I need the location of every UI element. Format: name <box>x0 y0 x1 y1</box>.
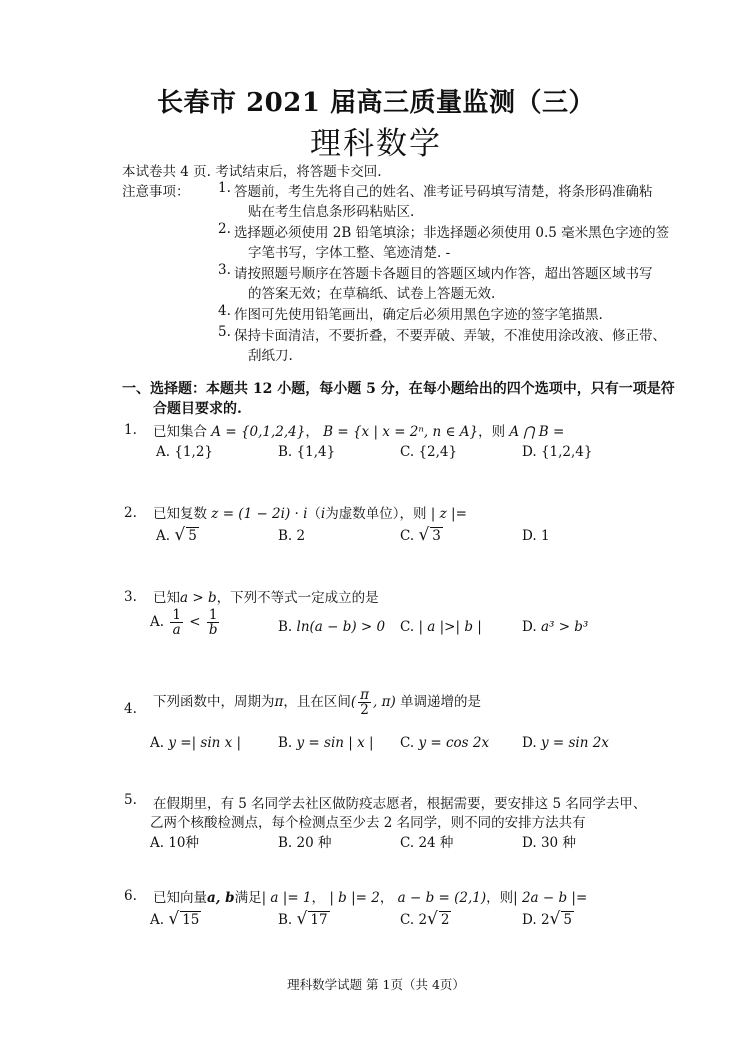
q4-option-a: A. y =| sin x | <box>150 735 242 751</box>
q2-number: 2. <box>124 505 137 521</box>
q1-number: 1. <box>124 422 137 438</box>
q4-option-b: B. y = sin | x | <box>278 735 374 751</box>
note-5-num: 5. <box>218 324 231 340</box>
q3-stem: 已知a > b，下列不等式一定成立的是 <box>153 590 379 606</box>
q6-option-b: B. √ 17 <box>278 909 328 929</box>
section-heading-line2: 合题目要求的. <box>153 401 242 417</box>
q5-line1: 在假期里，有 5 名同学去社区做防疫志愿者，根据需要，要安排这 5 名同学去甲、 <box>153 796 647 812</box>
exam-title: 长春市 2021 届高三质量监测（三） <box>157 88 595 118</box>
intro-text: 本试卷共 4 页. 考试结束后，将答题卡交回. <box>122 164 382 180</box>
q1-set-a: A = {0,1,2,4} <box>211 424 306 440</box>
note-2-line2: 字笔书写，字体工整、笔迹清楚. - <box>248 245 451 261</box>
note-4-num: 4. <box>218 303 231 319</box>
q6-option-c: C. 2√ 2 <box>400 909 450 929</box>
q4-number: 4. <box>124 701 137 717</box>
q1-option-d: D. {1,2,4} <box>522 444 593 460</box>
note-1-line1: 答题前，考生先将自己的姓名、准考证号码填写清楚，将条形码准确粘 <box>234 184 653 200</box>
q1-option-c: C. {2,4} <box>400 444 458 460</box>
q5-line2: 乙两个核酸检测点，每个检测点至少去 2 名同学，则不同的安排方法共有 <box>150 815 586 831</box>
q4-option-c: C. y = cos 2x <box>400 735 490 751</box>
q3-option-c: C. | a |>| b | <box>400 619 482 635</box>
q5-option-d: D. 30 种 <box>522 835 576 851</box>
note-3-num: 3. <box>218 262 231 278</box>
q3-condition: a > b <box>180 590 217 606</box>
note-2-line1: 选择题必须使用 2B 铅笔填涂；非选择题必须使用 0.5 毫米黑色字迹的签 <box>234 225 670 241</box>
q3-option-a: A. $\frac{1}{a}$ < $\frac{1}{b}$ <box>150 607 218 639</box>
note-3-line2: 的答案无效；在草稿纸、试卷上答题无效. <box>248 286 496 302</box>
q3-option-d: D. a³ > b³ <box>522 619 589 635</box>
q3-number: 3. <box>124 589 137 605</box>
note-1-line2: 贴在考生信息条形码粘贴区. <box>248 204 415 220</box>
q6-stem: 已知向量a, b满足| a |= 1， | b |= 2， a − b = (2,1)，则| 2a − b |= <box>153 890 588 906</box>
q2-expr: z = (1 − 2i) · i <box>211 506 308 522</box>
q1-option-a: A. {1,2} <box>156 444 213 460</box>
q1-stem: 已知集合 A = {0,1,2,4}， B = {x | x = 2ⁿ, n ∈ A}，则 A ⋂ B = <box>153 424 565 440</box>
q5-option-c: C. 24 种 <box>400 835 454 851</box>
q5-option-b: B. 20 种 <box>278 835 332 851</box>
q2-stem: 已知复数 z = (1 − 2i) · i（i为虚数单位），则 | z |= <box>153 506 467 522</box>
note-5-line2: 刮纸刀. <box>248 348 293 364</box>
note-1-num: 1. <box>218 180 231 196</box>
q1-option-b: B. {1,4} <box>278 444 336 460</box>
q2-option-d: D. 1 <box>522 528 550 544</box>
note-2-num: 2. <box>218 221 231 237</box>
q4-option-d: D. y = sin 2x <box>522 735 609 751</box>
q1-tail: A ⋂ B = <box>509 424 565 440</box>
q6-option-d: D. 2√ 5 <box>522 909 572 929</box>
q5-option-a: A. 10种 <box>150 835 200 851</box>
q1-set-b: B = {x | x = 2ⁿ, n ∈ A} <box>323 424 479 440</box>
note-5-line1: 保持卡面清洁，不要折叠，不要弄破、弄皱，不准使用涂改液、修正带、 <box>234 328 666 344</box>
page-footer: 理科数学试题 第 1页（共 4页） <box>287 977 465 992</box>
q6-number: 6. <box>124 888 137 904</box>
section-heading-line1: 一、选择题：本题共 12 小题，每小题 5 分，在每小题给出的四个选项中，只有一项是符 <box>122 381 675 397</box>
note-3-line1: 请按照题号顺序在答题卡各题目的答题区域内作答，超出答题区域书写 <box>234 266 653 282</box>
q4-stem: 下列函数中，周期为π，且在区间( $\frac{\pi}{2}$ , π) 单调递增的是 <box>153 687 482 719</box>
q2-option-a: A. √ 5 <box>156 525 197 545</box>
notes-label: 注意事项： <box>122 184 190 200</box>
q3-option-b: B. ln(a − b) > 0 <box>278 619 386 635</box>
note-4-line1: 作图可先使用铅笔画出，确定后必须用黑色字迹的签字笔描黑. <box>234 307 603 323</box>
q6-option-a: A. √ 15 <box>150 909 200 929</box>
q2-tail: | z |= <box>430 506 467 522</box>
q2-option-b: B. 2 <box>278 528 306 544</box>
q5-number: 5. <box>124 792 137 808</box>
q2-option-c: C. √ 3 <box>400 525 441 545</box>
exam-subtitle: 理科数学 <box>310 126 442 162</box>
